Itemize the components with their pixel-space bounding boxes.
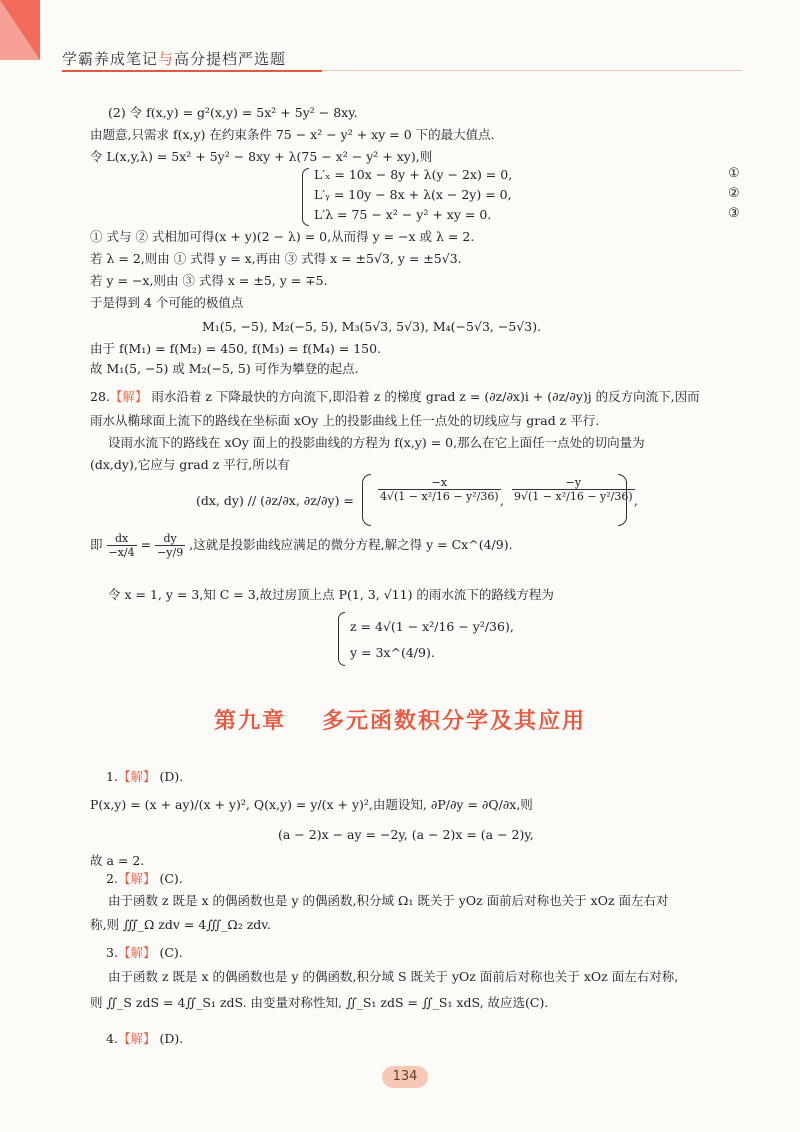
solution-line: (2) 令 f(x,y) = g²(x,y) = 5x² + 5y² − 8xy. (108, 105, 358, 120)
solution-line: 于是得到 4 个可能的极值点 (90, 295, 244, 310)
solution-line: (a − 2)x − ay = −2y, (a − 2)x = (a − 2)y, (278, 827, 534, 842)
answer-2-header: 2.【解】 (C). (106, 871, 183, 886)
solution-line: 雨水从椭球面上流下的路线在坐标面 xOy 上的投影曲线上任一点处的切线应与 grad z 平行. (90, 413, 600, 428)
equation-number: ① (728, 166, 740, 181)
answer-3-header: 3.【解】 (C). (106, 945, 183, 960)
solution-line: 设雨水流下的路线在 xOy 面上的投影曲线的方程为 f(x,y) = 0,那么在它上面任一点处的切向量为 (108, 435, 645, 450)
equation-system-brace (302, 168, 309, 226)
comma: , (500, 493, 504, 508)
corner-decoration-shade (0, 0, 40, 60)
comma: , (634, 493, 638, 508)
equation-system-brace (338, 612, 345, 666)
solution-line: 若 λ = 2,则由 ① 式得 y = x,再由 ③ 式得 x = ±5√3, y = ±5√3. (90, 251, 462, 266)
answer-4-header: 4.【解】 (D). (106, 1031, 184, 1046)
gradient-component-x: $\frac{-x}{\text{4√(1 − x²/16 − y²/36)}}$ (380, 476, 499, 503)
header-rule-light (322, 70, 742, 71)
equation-number: ② (728, 186, 740, 201)
right-paren (618, 474, 627, 526)
solution-line: P(x,y) = (x + ay)/(x + y)², Q(x,y) = y/(x + y)²,由题设知, ∂P/∂y = ∂Q/∂x,则 (90, 797, 533, 812)
solution-line: (dx,dy),它应与 grad z 平行,所以有 (90, 457, 290, 472)
solution-line: 由于函数 z 既是 x 的偶函数也是 y 的偶函数,积分域 Ω₁ 既关于 yOz 面前后对称也关于 xOz 面左右对 (108, 893, 669, 908)
left-paren (362, 474, 371, 526)
answer-tag: 【解】 (109, 389, 148, 404)
solution-line: 故 a = 2. (90, 853, 145, 868)
gradient-equation-left: (dx, dy) // (∂z/∂x, ∂z/∂y) = (196, 493, 354, 508)
page-number: 134 (382, 1066, 428, 1088)
path-equation: z = 4√(1 − x²/16 − y²/36), (350, 619, 514, 634)
solution-line: 令 L(x,y,λ) = 5x² + 5y² − 8xy + λ(75 − x² − y² + xy),则 (90, 149, 433, 164)
solution-line: 由于函数 z 既是 x 的偶函数也是 y 的偶函数,积分域 S 既关于 yOz 面前后对称也关于 xOz 面左右对称, (108, 969, 679, 984)
answer-tag: 【解】 (117, 945, 156, 960)
system-equation: L′ᵧ = 10y − 8x + λ(x − 2y) = 0, (314, 187, 512, 202)
problem-28-line: 28.【解】 雨水沿着 z 下降最快的方向流下,即沿着 z 的梯度 grad z = (∂z/∂x)i + (∂z/∂y)j 的反方向流下,因而 (90, 389, 700, 404)
equation-number: ③ (728, 206, 740, 221)
path-equation: y = 3x^(4/9). (350, 645, 435, 660)
system-equation: L′λ = 75 − x² − y² + xy = 0. (314, 207, 492, 222)
solution-line: 则 ∬_S zdS = 4∬_S₁ zdS. 由变量对称性知, ∬_S₁ zdS = ∬_S₁ xdS, 故应选(C). (90, 995, 549, 1010)
critical-points: M₁(5, −5), M₂(−5, 5), M₃(5√3, 5√3), M₄(−5√3, −5√3). (202, 319, 542, 334)
answer-tag: 【解】 (117, 1031, 156, 1046)
answer-1-header: 1.【解】 (D). (106, 769, 184, 784)
solution-line: 若 y = −x,则由 ③ 式得 x = ±5, y = ∓5. (90, 273, 328, 288)
running-header: 学霸养成笔记与高分提档严选题 (62, 50, 287, 68)
solution-line: 故 M₁(5, −5) 或 M₂(−5, 5) 可作为攀登的起点. (90, 361, 359, 376)
solution-line: 由于 f(M₁) = f(M₂) = 450, f(M₃) = f(M₄) = 150. (90, 341, 382, 356)
answer-tag: 【解】 (117, 871, 156, 886)
differential-equation-line: 即 $\frac{dx}{-x/4}$ = $\frac{dy}{-y/9}$ ,这就是投影曲线应满足的微分方程,解之得 y = Cx^(4/9). (90, 532, 513, 559)
system-equation: L′ₓ = 10x − 8y + λ(y − 2x) = 0, (314, 167, 513, 182)
chapter-heading: 第九章 多元函数积分学及其应用 (213, 709, 587, 734)
solution-line: 由题意,只需求 f(x,y) 在约束条件 75 − x² − y² + xy = 0 下的最大值点. (90, 127, 495, 142)
header-rule (62, 70, 322, 72)
gradient-component-y: $\frac{-y}{\text{9√(1 − x²/16 − y²/36)}}$ (514, 476, 633, 503)
solution-line: ① 式与 ② 式相加可得(x + y)(2 − λ) = 0,从而得 y = −x 或 λ = 2. (90, 229, 475, 244)
answer-tag: 【解】 (117, 769, 156, 784)
solution-line: 令 x = 1, y = 3,知 C = 3,故过房顶上点 P(1, 3, √11) 的雨水流下的路线方程为 (108, 587, 554, 602)
solution-line: 称,则 ∭_Ω zdv = 4∭_Ω₂ zdv. (90, 917, 271, 932)
